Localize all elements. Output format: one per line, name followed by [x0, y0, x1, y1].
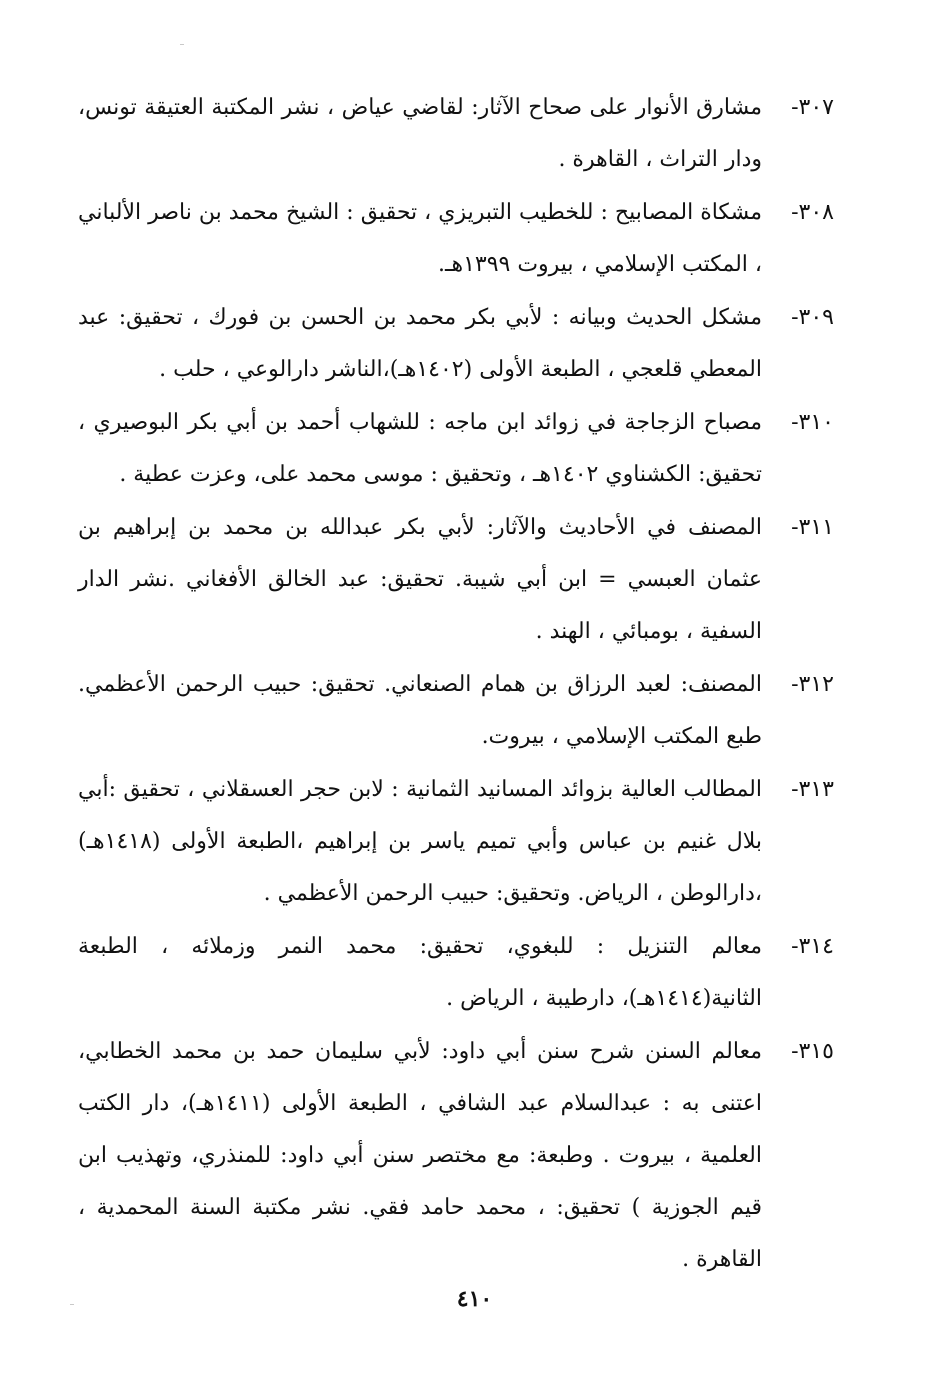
entry-text: المصنف في الأحاديث والآثار: لأبي بكر عبدالله بن محمد بن إبراهيم بن عثمان العبسي = ابن أبي شيبة. تحقيق: عبد الخالق الأفغاني .نشر الدار السفية ، بومبائي ، الهند .: [78, 515, 762, 644]
bibliography-entry: [78, 921, 834, 1025]
entry-text: مصباح الزجاجة في زوائد ابن ماجه : للشهاب أحمد بن أبي بكر البوصيري ، تحقيق: الكشناوي ١٤٠٢هـ ، وتحقيق : موسى محمد على، وعزت عطية .: [78, 410, 762, 487]
entry-text: المطالب العالية بزوائد المسانيد الثمانية : لابن حجر العسقلاني ، تحقيق :أبي بلال غنيم بن عباس وأبي تميم ياسر بن إبراهيم ،الطبعة الأولى (١٤١٨هـ) ،دارالوطن ، الرياض. وتحقيق: حبيب الرحمن الأعظمي .: [78, 777, 762, 906]
entry-text: معالم السنن شرح سنن أبي داود: لأبي سليمان حمد بن محمد الخطابي، اعتنى به : عبدالسلام عبد الشافي ، الطبعة الأولى (١٤١١هـ)، دار الكتب العلمية ، بيروت . وطبعة: مع مختصر سنن أبي داود: للمنذري، وتهذيب ابن قيم الجوزية ) تحقيق: ، محمد حامد فقي. نشر مكتبة السنة المحمدية ، القاهرة .: [78, 1039, 762, 1272]
bibliography-entry: [78, 397, 834, 501]
bibliography-entry: [78, 187, 834, 291]
entry-number: ٣٠٨-: [791, 200, 834, 225]
scan-speck: [180, 44, 184, 45]
bibliography-entry: [78, 292, 834, 396]
entry-text: معالم التنزيل : للبغوي، تحقيق: محمد النمر وزملائه ، الطبعة الثانية(١٤١٤هـ)، دارطيبة ، الرياض .: [78, 934, 762, 1011]
entry-number: ٣١٤-: [791, 934, 834, 959]
bibliography-list: [78, 82, 834, 1287]
entry-number: ٣١١-: [791, 515, 834, 540]
entry-text: مشكل الحديث وبيانه : لأبي بكر محمد بن الحسن بن فورك ، تحقيق: عبد المعطي قلعجي ، الطبعة الأولى (١٤٠٢هـ)،الناشر دارالوعي ، حلب .: [78, 305, 762, 382]
entry-text: مشكاة المصابيح : للخطيب التبريزي ، تحقيق : الشيخ محمد بن ناصر الألباني ، المكتب الإسلامي ، بيروت ١٣٩٩هـ.: [78, 200, 762, 277]
entry-number: ٣٠٧-: [791, 95, 834, 120]
entry-text: المصنف: لعبد الرزاق بن همام الصنعاني. تحقيق: حبيب الرحمن الأعظمي. طبع المكتب الإسلامي ، بيروت.: [78, 672, 762, 749]
bibliography-entry: [78, 1026, 834, 1286]
entry-number: ٣١٣-: [791, 777, 834, 802]
page-number: ٤١٠: [456, 1286, 493, 1312]
bibliography-entry: [78, 502, 834, 658]
entry-number: ٣١٢-: [791, 672, 834, 697]
bibliography-entry: [78, 659, 834, 763]
entry-text: مشارق الأنوار على صحاح الآثار: لقاضي عياض ، نشر المكتبة العتيقة تونس، ودار التراث ، القاهرة .: [78, 95, 762, 172]
bibliography-entry: [78, 764, 834, 920]
bibliography-entry: [78, 82, 834, 186]
entry-number: ٣١٠-: [791, 410, 834, 435]
entry-number: ٣١٥-: [791, 1039, 834, 1064]
entry-number: ٣٠٩-: [791, 305, 834, 330]
